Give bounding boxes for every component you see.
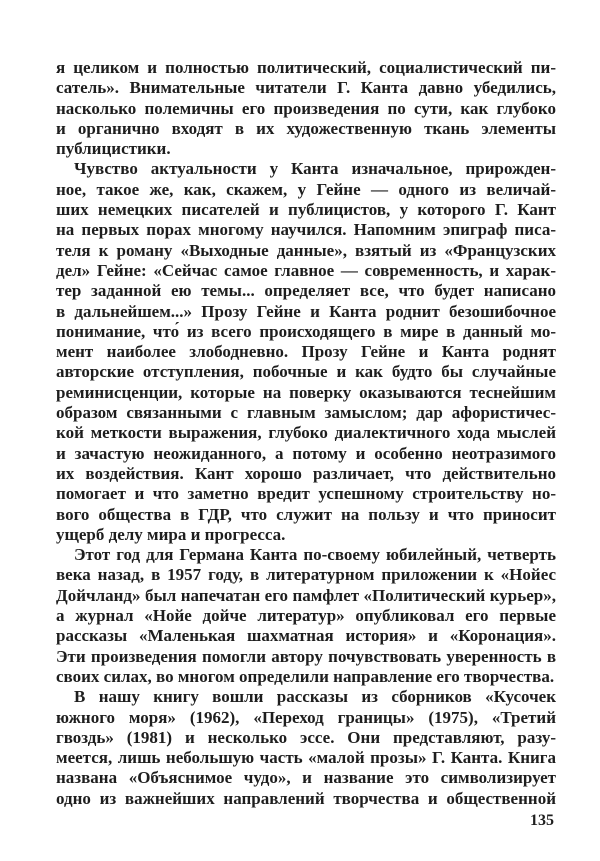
text-line: их воздействия. Кант хорошо различает, что действительно: [56, 463, 556, 483]
text-line: в дальнейшем...» Прозу Гейне и Канта роднит безошибочное: [56, 301, 556, 321]
text-line: названа «Объяснимое чудо», и название это символизирует: [56, 768, 556, 788]
text-line: Этот год для Германа Канта по-своему юбилейный, четверть: [74, 545, 556, 565]
text-line: века назад, в 1957 году, в литературном приложении к «Нойес: [56, 565, 556, 585]
text-line: ное, такое же, как, скажем, у Гейне — одного из величай-: [56, 179, 556, 199]
text-line: рассказы «Маленькая шахматная история» и «Коронация».: [56, 626, 556, 646]
text-line: а журнал «Нойе дойче литератур» опубликовал его первые: [56, 606, 556, 626]
text-line: Дойчланд» был напечатан его памфлет «Политический курьер»,: [56, 585, 556, 605]
text-line: ших немецких писателей и публицистов, у которого Г. Кант: [56, 200, 556, 220]
text-line: насколько полемичны его произведения по сути, как глубоко: [56, 98, 556, 118]
text-line: ущерб делу мира и прогресса.: [56, 524, 286, 544]
paragraph: [56, 159, 556, 545]
text-line: южного моря» (1962), «Переход границы» (1975), «Третий: [56, 707, 556, 727]
paragraph: [56, 545, 556, 687]
text-line: авторские отступления, побочные и как будто бы случайные: [56, 362, 556, 382]
text-line: на первых порах многому научился. Напомним эпиграф писа-: [56, 220, 556, 240]
text-line: Чувство актуальности у Канта изначальное, прирожден-: [74, 159, 556, 179]
text-line: меется, лишь небольшую часть «малой прозы» Г. Канта. Книга: [56, 748, 556, 768]
text-line: теля к роману «Выходные данные», взятый из «Французских: [56, 240, 556, 260]
text-line: понимание, что́ из всего происходящего в мире в данный мо-: [56, 321, 556, 341]
text-line: дел» Гейне: «Сейчас самое главное — современность, и харак-: [56, 260, 556, 280]
text-line: мент наиболее злободневно. Прозу Гейне и Канта роднят: [56, 342, 556, 362]
text-line: кой меткости выражения, глубоко диалектичного хода мыслей: [56, 423, 556, 443]
text-line: и зачастую неожиданного, а потому и особенно неотразимого: [56, 443, 556, 463]
text-line: Эти произведения помогли автору почувствовать уверенность в: [56, 646, 556, 666]
text-line: я целиком и полностью политический, социалистический пи-: [56, 58, 556, 77]
text-line: публицистики.: [56, 139, 171, 159]
page-body: [56, 58, 556, 809]
text-line: своих силах, во многом определили направление его творчества.: [56, 666, 555, 686]
text-line: одно из важнейших направлений творчества и общественной: [56, 788, 556, 808]
paragraph: [56, 687, 556, 809]
text-line: и органично входят в их художественную ткань элементы: [56, 118, 556, 138]
text-line: гвоздь» (1981) и несколько эссе. Они представляют, разу-: [56, 727, 556, 747]
text-line: реминисценции, которые на поверку оказываются теснейшим: [56, 382, 556, 402]
text-line: образом связанными с главным замыслом; дар афористичес-: [56, 403, 556, 423]
text-line: сатель». Внимательные читатели Г. Канта давно убедились,: [56, 78, 556, 98]
text-line: тер заданной ею темы... определяет все, что будет написано: [56, 281, 556, 301]
text-line: В нашу книгу вошли рассказы из сборников «Кусочек: [74, 687, 556, 707]
text-line: помогает и что заметно вредит успешному строительству но-: [56, 484, 556, 504]
page-number: 135: [530, 812, 554, 829]
paragraph: [56, 58, 556, 159]
text-line: вого общества в ГДР, что служит на пользу и что приносит: [56, 504, 556, 524]
